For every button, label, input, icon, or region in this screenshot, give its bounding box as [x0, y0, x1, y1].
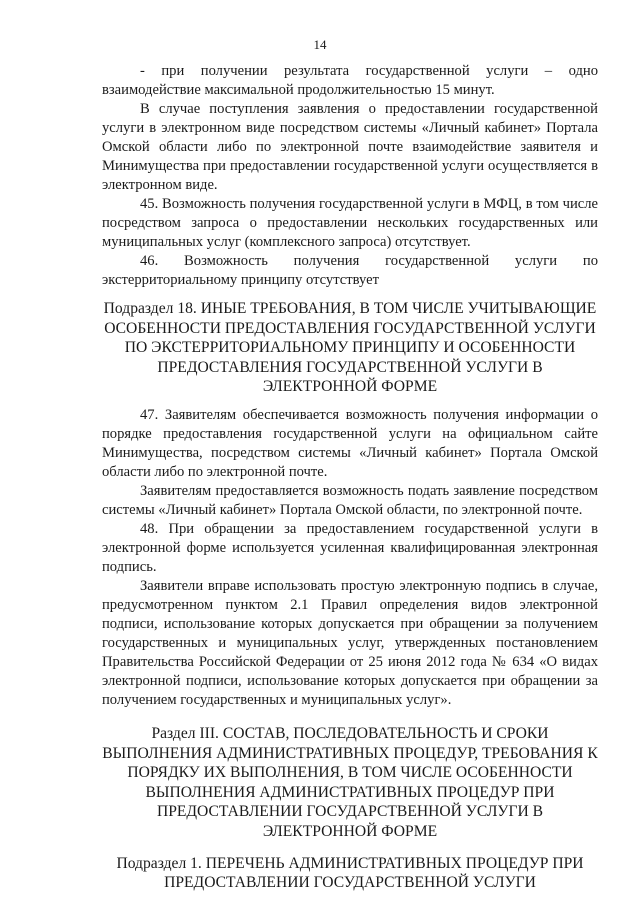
subsection-1-heading: Подраздел 1. ПЕРЕЧЕНЬ АДМИНИСТРАТИВНЫХ ПРОЦЕДУР ПРИ ПРЕДОСТАВЛЕНИИ ГОСУДАРСТВЕННОЙ УСЛУГИ [116, 854, 584, 892]
paragraph-47-information: 47. Заявителям обеспечивается возможность получения информации о порядке предоставления государственной услуги на официальном сайте Минимущества, посредством системы «Личный кабинет» Портала Омской области либо по электронной почте. [102, 406, 598, 480]
page-content [102, 62, 598, 902]
paragraph-submit-application: Заявителям предоставляется возможность подать заявление посредством системы «Личный кабинет» Портала Омской области, по электронной почте. [102, 482, 598, 518]
paragraph-simple-signature: Заявители вправе использовать простую электронную подпись в случае, предусмотренном пунктом 2.1 Правил определения видов электронной подписи, использование которых допускается при обращении за получением государственных и муниципальных услуг, утвержденных постановлением Правительства Российской Федерации от 25 июня 2012 года № 634 «О видах электронной подписи, использование которых допускается при обращении за получением государственных и муниципальных услуг». [102, 577, 598, 708]
paragraph-electronic-application: В случае поступления заявления о предоставлении государственной услуги в электронном виде посредством системы «Личный кабинет» Портала Омской области либо по электронной почте взаимодействие заявителя и Минимущества при предоставлении государственной услуги осуществляется в электронном виде. [102, 101, 598, 193]
section-3-heading: Раздел III. СОСТАВ, ПОСЛЕДОВАТЕЛЬНОСТЬ И СРОКИ ВЫПОЛНЕНИЯ АДМИНИСТРАТИВНЫХ ПРОЦЕДУР, ТРЕБОВАНИЯ К ПОРЯДКУ ИХ ВЫПОЛНЕНИЯ, В ТОМ ЧИСЛЕ ОСОБЕННОСТИ ВЫПОЛНЕНИЯ АДМИНИСТРАТИВНЫХ ПРОЦЕДУР ПРИ ПРЕДОСТАВЛЕНИИ ГОСУДАРСТВЕННОЙ УСЛУГИ В ЭЛЕКТРОННОЙ ФОРМЕ [102, 724, 598, 840]
page-number: 14 [313, 37, 327, 52]
subsection-18-heading: Подраздел 18. ИНЫЕ ТРЕБОВАНИЯ, В ТОМ ЧИСЛЕ УЧИТЫВАЮЩИЕ ОСОБЕННОСТИ ПРЕДОСТАВЛЕНИЯ ГОСУДАРСТВЕННОЙ УСЛУГИ ПО ЭКСТЕРРИТОРИАЛЬНОМУ ПРИНЦИПУ И ОСОБЕННОСТИ ПРЕДОСТАВЛЕНИЯ ГОСУДАРСТВЕННОЙ УСЛУГИ В ЭЛЕКТРОННОЙ ФОРМЕ [103, 300, 597, 396]
paragraph-interaction-duration: - при получении результата государственной услуги – одно взаимодействие максимальной продолжительностью 15 минут. [102, 63, 598, 98]
paragraph-48-signature: 48. При обращении за предоставлением государственной услуги в электронной форме используется усиленная квалифицированная электронная подпись. [102, 520, 598, 575]
paragraph-46-extraterritorial: 46. Возможность получения государственной услуги по экстерриториальному принципу отсутствует [102, 253, 598, 288]
paragraph-45-mfc: 45. Возможность получения государственной услуги в МФЦ, в том числе посредством запроса о предоставлении нескольких государственных или муниципальных услуг (комплексного запроса) отсутствует. [102, 196, 598, 250]
